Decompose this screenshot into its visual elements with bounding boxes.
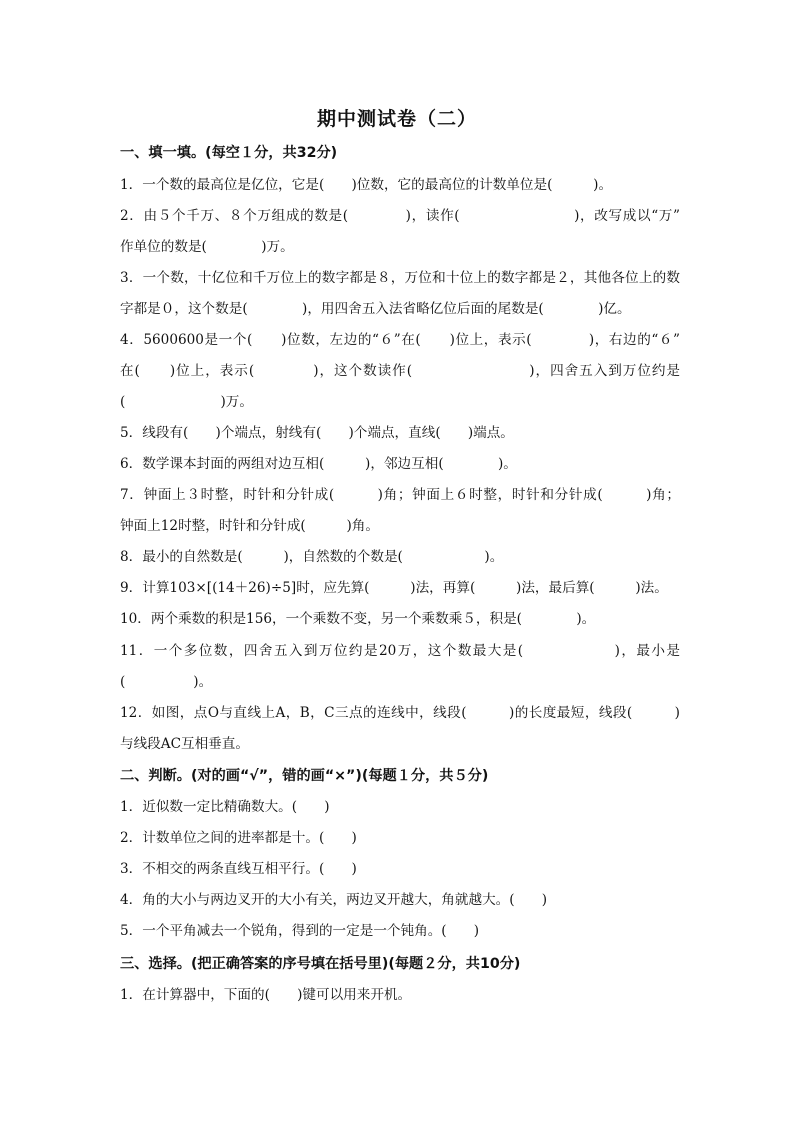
question-line: 11．一个多位数，四舍五入到万位约是20万，这个数最大是( )，最小是 — [120, 643, 680, 659]
question-line: 9．计算103×[(14＋26)÷5]时，应先算( )法，再算( )法，最后算( )法。 — [120, 580, 668, 596]
section-heading-true-false: 二、判断。(对的画“√”，错的画“×”)(每题１分，共５分) — [120, 768, 489, 784]
question-line: ( )万。 — [120, 394, 253, 410]
page-title: 期中测试卷（二） — [316, 108, 477, 130]
question-line: 3．不相交的两条直线互相平行。( ) — [120, 861, 357, 877]
question-line: 与线段AC互相垂直。 — [120, 736, 249, 752]
question-line: 2．计数单位之间的进率都是十。( ) — [120, 830, 357, 846]
question-line: ( )。 — [120, 674, 213, 690]
section-heading-fill-in: 一、填一填。(每空１分，共32分) — [120, 145, 338, 161]
question-line: 钟面上12时整，时针和分针成( )角。 — [120, 518, 379, 534]
question-line: 作单位的数是( )万。 — [120, 239, 294, 255]
question-line: 4．角的大小与两边叉开的大小有关，两边叉开越大，角就越大。( ) — [120, 892, 548, 908]
question-line: 8．最小的自然数是( )，自然数的个数是( )。 — [120, 549, 504, 565]
question-line: 5．一个平角减去一个锐角，得到的一定是一个钝角。( ) — [120, 923, 480, 939]
question-line: 1．一个数的最高位是亿位，它是( )位数，它的最高位的计数单位是( )。 — [120, 177, 613, 193]
question-line: 4．5600600是一个( )位数，左边的“６”在( )位上，表示( )，右边的“６” — [120, 332, 680, 348]
question-line: 7．钟面上３时整，时针和分针成( )角；钟面上６时整，时针和分针成( )角； — [120, 487, 680, 503]
question-line: 6．数学课本封面的两组对边互相( )，邻边互相( )。 — [120, 456, 517, 472]
question-line: 1．在计算器中，下面的( )键可以用来开机。 — [120, 987, 412, 1003]
question-line: 1．近似数一定比精确数大。( ) — [120, 799, 330, 815]
question-line: 2．由５个千万、８个万组成的数是( )，读作( )，改写成以“万” — [120, 208, 680, 224]
question-line: 在( )位上，表示( )，这个数读作( )，四舍五入到万位约是 — [120, 363, 680, 379]
section-heading-multiple-choice: 三、选择。(把正确答案的序号填在括号里)(每题２分，共10分) — [120, 956, 521, 972]
question-line: 10．两个乘数的积是156，一个乘数不变，另一个乘数乘５，积是( )。 — [120, 611, 596, 627]
question-line: 字都是０，这个数是( )，用四舍五入法省略亿位后面的尾数是( )亿。 — [120, 301, 631, 317]
question-line: 3．一个数，十亿位和千万位上的数字都是８，万位和十位上的数字都是２，其他各位上的数 — [120, 270, 680, 286]
question-line: 12．如图，点O与直线上A，B，C三点的连线中，线段( )的长度最短，线段( ) — [120, 705, 680, 721]
question-line: 5．线段有( )个端点，射线有( )个端点，直线( )端点。 — [120, 425, 514, 441]
